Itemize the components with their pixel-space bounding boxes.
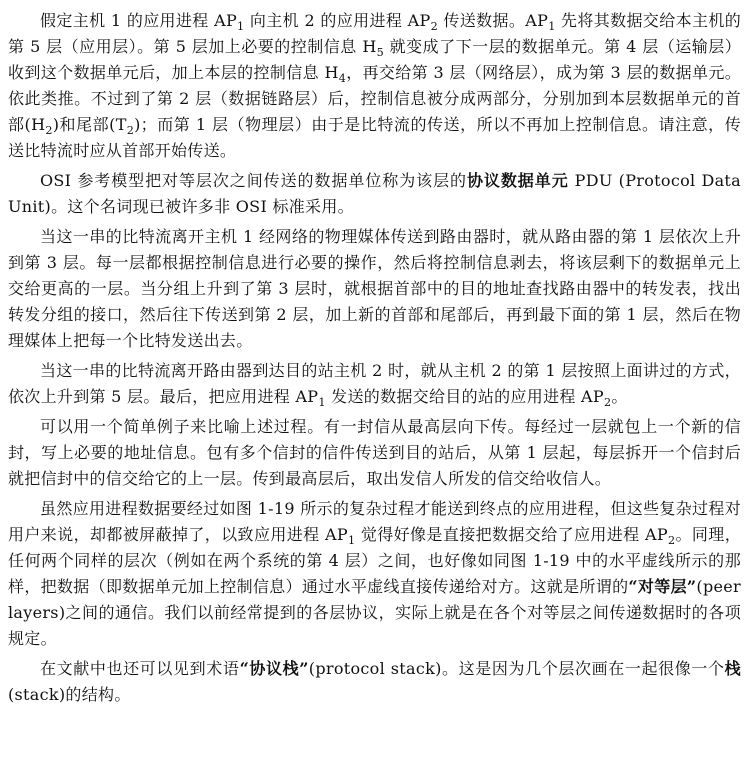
- paragraph-5: [8, 414, 741, 492]
- text-run: PDU (Protocol Data Unit)。这个名词现已被许多非 OSI 标准采用。: [8, 171, 741, 216]
- subscript: 1: [318, 395, 326, 409]
- bold-term: 协议数据单元: [466, 171, 569, 190]
- text-run: OSI 参考模型把对等层次之间传送的数据单位称为该层的: [40, 171, 467, 190]
- text-run: (protocol stack)。这是因为几个层次画在一起很像一个: [308, 659, 725, 678]
- text-run: )和尾部(T: [52, 115, 127, 134]
- text-run: 发送的数据交给目的站的应用进程 AP: [325, 387, 604, 406]
- subscript: 2: [45, 123, 53, 137]
- bold-term: “协议栈”: [239, 659, 309, 678]
- text-run: ，再交给第 3 层（网络层），成为第 3 层的数据单元。依此类推。不过到了第 2 层（数据链路层）后，控制信息被分成两部分，分别加到本层数据单元的首部(H: [8, 63, 741, 134]
- text-run: 假定主机 1 的应用进程 AP: [40, 11, 238, 30]
- subscript: 2: [603, 395, 612, 409]
- subscript: 1: [347, 533, 356, 547]
- text-run: 当这一串的比特流离开主机 1 经网络的物理媒体传送到路由器时，就从路由器的第 1 层依次上升到第 3 层。每一层都根据控制信息进行必要的操作，然后将控制信息剥去，将该层剩下的数据单元上交给更高的一层。当分组上升到了第 3 层时，就根据首部中的目的地址查找路由器中的转发表，找出转发分组的接口，然后往下传送到第 2 层，加上新的首部和尾部后，再到最下面的第 1 层，然后在物理媒体上把每一个比特发送出去。: [8, 227, 741, 350]
- text-run: )；而第 1 层（物理层）由于是比特流的传送，所以不再加上控制信息。请注意，传送比特流时应从首部开始传送。: [8, 115, 741, 160]
- text-run: 先将其数据交给本主机的第 5 层（应用层）。第 5 层加上必要的控制信息 H: [8, 11, 741, 56]
- subscript: 5: [376, 45, 385, 59]
- subscript: 2: [667, 533, 676, 547]
- text-run: (stack)的结构。: [8, 685, 131, 704]
- text-run: (peer layers)之间的通信。我们以前经常提到的各层协议，实际上就是在各个对等层之间传递数据时的各项规定。: [8, 577, 741, 648]
- text-run: 。同理，任何两个同样的层次（例如在两个系统的第 4 层）之间，也好像如同图 1-19 中的水平虚线所示的那样，把数据（即数据单元加上控制信息）通过水平虚线直接传递给对方。这就是所谓的: [8, 525, 741, 596]
- paragraph-1: [8, 8, 741, 164]
- text-run: 觉得好像是直接把数据交给了应用进程 AP: [355, 525, 668, 544]
- subscript: 1: [548, 19, 556, 33]
- paragraph-3: [8, 224, 741, 354]
- paragraph-6: [8, 496, 741, 652]
- text-run: 就变成了下一层的数据单元。第 4 层（运输层）收到这个数据单元后，加上本层的控制信息 H: [8, 37, 742, 82]
- text-run: 传送数据。AP: [437, 11, 549, 30]
- text-run: 当这一串的比特流离开路由器到达目的站主机 2 时，就从主机 2 的第 1 层按照上面讲过的方式，依次上升到第 5 层。最后，把应用进程 AP: [8, 361, 741, 406]
- subscript: 1: [237, 19, 245, 33]
- subscript: 2: [430, 19, 438, 33]
- paragraph-7: [8, 656, 741, 708]
- paragraph-2: [8, 168, 741, 220]
- document-body: [8, 8, 741, 708]
- text-run: 虽然应用进程数据要经过如图 1-19 所示的复杂过程才能送到终点的应用进程，但这些复杂过程对用户来说，却都被屏蔽掉了，以致应用进程 AP: [8, 499, 741, 544]
- bold-term: “对等层”: [628, 577, 697, 596]
- text-run: 可以用一个简单例子来比喻上述过程。有一封信从最高层向下传。每经过一层就包上一个新的信封，写上必要的地址信息。包有多个信封的信件传送到目的站后，从第 1 层起，每层拆开一个信封后就把信封中的信交给它的上一层。传到最高层后，取出发信人所发的信交给收信人。: [8, 417, 741, 488]
- subscript: 2: [126, 123, 135, 137]
- text-run: 在文献中也还可以见到术语: [40, 659, 240, 678]
- paragraph-4: [8, 358, 741, 410]
- text-run: 向主机 2 的应用进程 AP: [244, 11, 431, 30]
- bold-term: 栈: [724, 659, 741, 678]
- subscript: 4: [338, 71, 347, 85]
- text-run: 。: [611, 387, 628, 406]
